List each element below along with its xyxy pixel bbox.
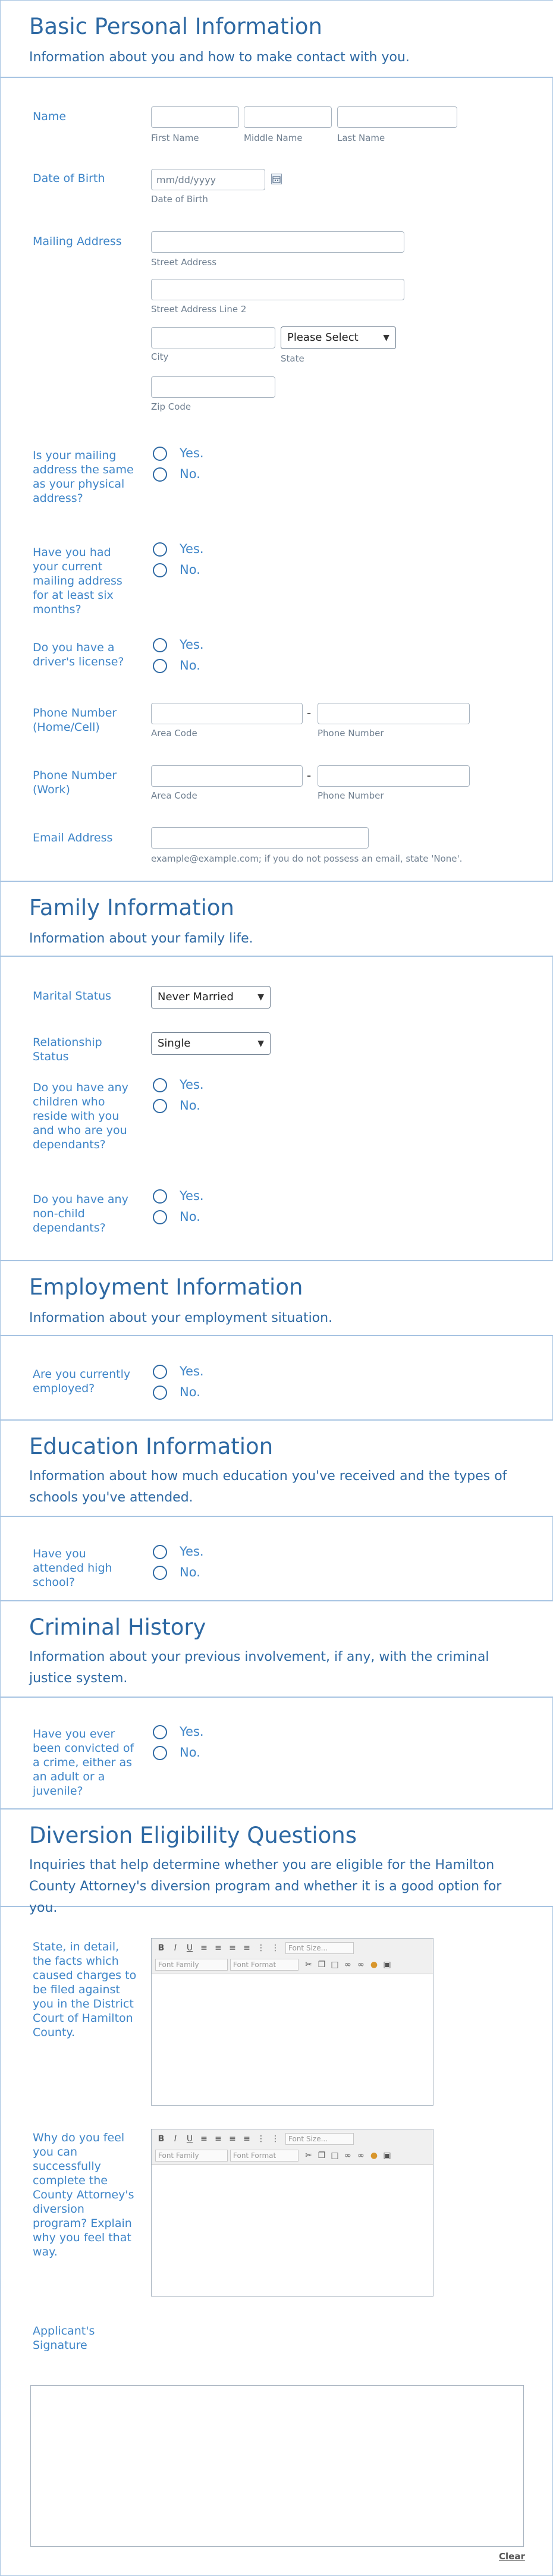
marital-select[interactable] <box>151 986 271 1009</box>
font-size-select[interactable]: Font Size... <box>285 1942 354 1954</box>
high-school-no-label[interactable]: No. <box>180 1565 200 1579</box>
convicted-yes-radio[interactable] <box>153 1725 167 1739</box>
phone-work-number-input[interactable] <box>318 765 470 787</box>
marital-label: Marital Status <box>33 989 112 1003</box>
same-address-yes-label[interactable]: Yes. <box>180 446 204 460</box>
street-address-sublabel: Street Address <box>151 257 217 268</box>
middle-name-input[interactable] <box>244 106 332 128</box>
marital-value: Never Married <box>158 991 234 1003</box>
first-name-sublabel: First Name <box>151 133 199 143</box>
font-format-select[interactable]: Font Format <box>230 1959 299 1971</box>
section-subtitle: Information about your family life. <box>29 931 253 946</box>
chevron-down-icon: ▼ <box>257 992 264 1002</box>
phone-work-number-sublabel: Phone Number <box>318 790 384 801</box>
high-school-yes-label[interactable]: Yes. <box>180 1544 204 1559</box>
align-left-icon[interactable]: ≡ <box>200 1943 208 1953</box>
justify-icon[interactable]: ≡ <box>243 2134 250 2144</box>
children-yes-label[interactable]: Yes. <box>180 1077 204 1092</box>
same-address-yes-radio[interactable] <box>153 447 167 461</box>
name-label: Name <box>33 110 67 123</box>
bullet-list-icon[interactable]: ⋮ <box>257 1943 265 1953</box>
section-subtitle: Information about your employment situation. <box>29 1311 333 1325</box>
license-yes-label[interactable]: Yes. <box>180 637 204 652</box>
high-school-no-radio[interactable] <box>153 1566 167 1580</box>
license-yes-radio[interactable] <box>153 638 167 652</box>
six-months-no-label[interactable]: No. <box>180 563 200 577</box>
convicted-yes-label[interactable]: Yes. <box>180 1724 204 1739</box>
why-label: Why do you feel you can successfully complete the County Attorney's diversion program? Explain why you feel that way. <box>33 2131 134 2258</box>
bold-icon[interactable]: B <box>158 2134 165 2144</box>
align-right-icon[interactable]: ≡ <box>229 2134 236 2144</box>
copy-icon[interactable]: ❐ <box>318 1960 326 1969</box>
last-name-sublabel: Last Name <box>337 133 385 143</box>
employed-no-radio[interactable] <box>153 1386 167 1400</box>
email-label: Email Address <box>33 831 113 844</box>
same-address-no-label[interactable]: No. <box>180 467 200 481</box>
employed-yes-radio[interactable] <box>153 1365 167 1379</box>
state-select[interactable] <box>281 326 396 349</box>
non-child-yes-label[interactable]: Yes. <box>180 1189 204 1203</box>
section-title: Family Information <box>29 895 234 921</box>
street-address-input[interactable] <box>151 231 404 253</box>
children-no-radio[interactable] <box>153 1099 167 1113</box>
license-no-label[interactable]: No. <box>180 658 200 673</box>
align-right-icon[interactable]: ≡ <box>229 1943 236 1953</box>
bold-icon[interactable]: B <box>158 1943 165 1953</box>
charges-rich-text-editor[interactable] <box>151 1938 433 2106</box>
align-left-icon[interactable]: ≡ <box>200 2134 208 2144</box>
non-child-no-label[interactable]: No. <box>180 1210 200 1224</box>
section-subtitle: Inquiries that help determine whether you are eligible for the Hamilton County Attorney's diversion program and whether it is a good option for you. <box>29 1858 502 1915</box>
section-criminal-header <box>1 1600 553 1698</box>
phone-work-area-input[interactable] <box>151 765 303 787</box>
unlink-icon[interactable]: ∞ <box>357 2151 365 2160</box>
chevron-down-icon: ▼ <box>257 1039 264 1048</box>
align-center-icon[interactable]: ≡ <box>215 1943 222 1953</box>
section-title: Criminal History <box>29 1614 206 1640</box>
phone-home-dash: - <box>307 706 312 720</box>
link-icon[interactable]: ∞ <box>344 1960 351 1969</box>
non-child-no-radio[interactable] <box>153 1210 167 1224</box>
italic-icon[interactable]: I <box>174 2134 177 2144</box>
non-child-yes-radio[interactable] <box>153 1189 167 1204</box>
phone-home-area-sublabel: Area Code <box>151 728 197 739</box>
font-family-select[interactable]: Font Family <box>155 1959 228 1971</box>
signature-label: Applicant's Signature <box>33 2324 95 2352</box>
section-title: Education Information <box>29 1434 274 1459</box>
image-icon[interactable]: ▣ <box>383 1960 391 1969</box>
phone-home-number-sublabel: Phone Number <box>318 728 384 739</box>
phone-work-dash: - <box>307 768 312 783</box>
six-months-no-radio[interactable] <box>153 563 167 577</box>
last-name-input[interactable] <box>337 106 457 128</box>
chevron-down-icon: ▼ <box>383 333 389 343</box>
phone-home-label: Phone Number (Home/Cell) <box>33 706 117 734</box>
unlink-icon[interactable]: ∞ <box>357 1960 365 1969</box>
paste-icon[interactable]: □ <box>331 2151 339 2160</box>
address-label: Mailing Address <box>33 235 122 248</box>
city-sublabel: City <box>151 351 169 362</box>
font-size-select[interactable]: Font Size... <box>285 2133 354 2145</box>
section-family-header <box>1 881 553 957</box>
signature-pad[interactable] <box>30 2385 524 2547</box>
email-hint: example@example.com; if you do not possess an email, state 'None'. <box>151 853 463 864</box>
section-employment-header <box>1 1260 553 1336</box>
street-address-2-sublabel: Street Address Line 2 <box>151 304 247 315</box>
clear-signature-button[interactable]: Clear <box>499 2551 525 2562</box>
zip-code-input[interactable] <box>151 376 275 398</box>
high-school-yes-radio[interactable] <box>153 1545 167 1559</box>
section-title: Basic Personal Information <box>29 14 322 39</box>
zip-code-sublabel: Zip Code <box>151 401 191 412</box>
dob-input[interactable] <box>151 169 265 190</box>
section-subtitle: Information about your previous involvement, if any, with the criminal justice system. <box>29 1650 489 1686</box>
street-address-2-input[interactable] <box>151 279 404 300</box>
non-child-label: Do you have any non-child dependants? <box>33 1193 128 1234</box>
employed-label: Are you currently employed? <box>33 1368 131 1395</box>
cut-icon[interactable]: ✂ <box>305 2151 312 2160</box>
section-title: Diversion Eligibility Questions <box>29 1823 357 1848</box>
link-icon[interactable]: ∞ <box>344 2151 351 2160</box>
charges-label: State, in detail, the facts which caused charges to be filed against you in the District Court of Hamilton County. <box>33 1940 137 2039</box>
cut-icon[interactable]: ✂ <box>305 1960 312 1969</box>
state-sublabel: State <box>281 353 304 364</box>
license-no-radio[interactable] <box>153 659 167 673</box>
bullet-list-icon[interactable]: ⋮ <box>257 2134 265 2144</box>
employed-no-label[interactable]: No. <box>180 1385 200 1399</box>
same-address-no-radio[interactable] <box>153 467 167 482</box>
section-education-header <box>1 1419 553 1517</box>
first-name-input[interactable] <box>151 106 239 128</box>
relationship-select[interactable] <box>151 1032 271 1055</box>
children-no-label[interactable]: No. <box>180 1098 200 1113</box>
six-months-yes-label[interactable]: Yes. <box>180 542 204 556</box>
relationship-value: Single <box>158 1037 191 1050</box>
italic-icon[interactable]: I <box>174 1943 177 1953</box>
copy-icon[interactable]: ❐ <box>318 2151 326 2160</box>
six-months-label: Have you had your current mailing address for at least six months? <box>33 546 122 616</box>
same-address-label: Is your mailing address the same as your physical address? <box>33 449 134 505</box>
numbered-list-icon[interactable]: ⋮ <box>271 2134 279 2144</box>
convicted-label: Have you ever been convicted of a crime, either as an adult or a juvenile? <box>33 1727 134 1798</box>
email-input[interactable] <box>151 827 369 849</box>
children-yes-radio[interactable] <box>153 1078 167 1092</box>
dob-sublabel: Date of Birth <box>151 194 208 205</box>
high-school-label: Have you attended high school? <box>33 1547 112 1589</box>
align-center-icon[interactable]: ≡ <box>215 2134 222 2144</box>
section-subtitle: Information about how much education you've received and the types of schools you've attended. <box>29 1469 507 1505</box>
dob-label: Date of Birth <box>33 172 105 185</box>
section-title: Employment Information <box>29 1274 303 1300</box>
underline-icon[interactable]: U <box>186 1943 193 1953</box>
image-icon[interactable]: ▣ <box>383 2151 391 2160</box>
state-value: Please Select <box>287 331 359 344</box>
six-months-yes-radio[interactable] <box>153 542 167 557</box>
editor-toolbar <box>152 2129 433 2165</box>
employed-yes-label[interactable]: Yes. <box>180 1364 204 1378</box>
phone-home-area-input[interactable] <box>151 703 303 724</box>
section-diversion-header <box>1 1808 553 1915</box>
calendar-icon[interactable] <box>271 174 282 184</box>
convicted-no-radio[interactable] <box>153 1746 167 1760</box>
why-rich-text-editor[interactable] <box>151 2129 433 2297</box>
editor-toolbar <box>152 1939 433 1974</box>
justify-icon[interactable]: ≡ <box>243 1943 250 1953</box>
underline-icon[interactable]: U <box>186 2134 193 2144</box>
numbered-list-icon[interactable]: ⋮ <box>271 1943 279 1953</box>
phone-home-number-input[interactable] <box>318 703 470 724</box>
relationship-label: Relationship Status <box>33 1036 102 1063</box>
middle-name-sublabel: Middle Name <box>244 133 303 143</box>
city-input[interactable] <box>151 327 275 348</box>
font-family-select[interactable]: Font Family <box>155 2150 228 2162</box>
section-basic-header <box>1 1 553 78</box>
font-format-select[interactable]: Font Format <box>230 2150 299 2162</box>
color-icon[interactable]: ● <box>370 2151 378 2160</box>
color-icon[interactable]: ● <box>370 1960 378 1969</box>
paste-icon[interactable]: □ <box>331 1960 339 1969</box>
convicted-no-label[interactable]: No. <box>180 1745 200 1760</box>
children-label: Do you have any children who reside with you and who are you dependants? <box>33 1081 128 1151</box>
phone-work-area-sublabel: Area Code <box>151 790 197 801</box>
section-subtitle: Information about you and how to make contact with you. <box>29 50 410 65</box>
phone-work-label: Phone Number (Work) <box>33 769 117 796</box>
license-label: Do you have a driver's license? <box>33 641 124 668</box>
